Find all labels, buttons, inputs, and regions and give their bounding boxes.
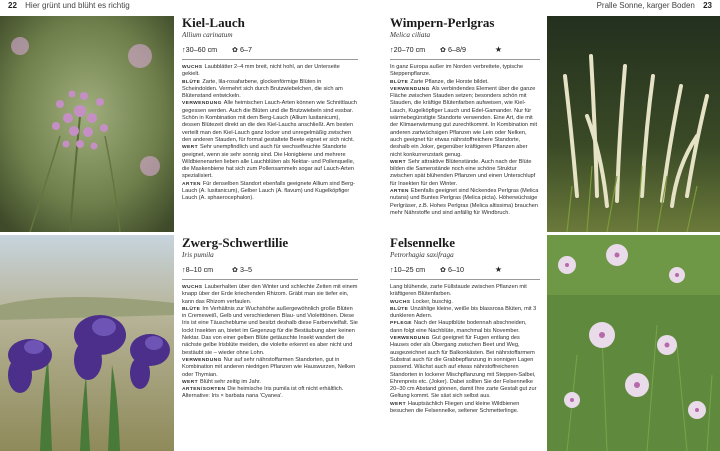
entry-body: In ganz Europa außer im Norden verbreitete, typische Steppenpflanze. BLÜTE Zarte Pflanze, die Horste bildet. VERWENDUNG Als verbindendes Element über die ganze Fläche zwischen Stauden setzen; besonders schön mit Stauden, die kräftige Blütenfarben aufweisen, wie Kiel-Lauch, Kugelköpfiger Lauch und Edel-Gamander. Nur für wärmebegünstigte Standorte verwenden. Eine Art, die mit der Klimaerwärmung gut zurechtkommt. In Kombination mit anderen zartwüchsigen Pflanzen wie Lein oder Nelken, auch geeignet für etwas nährstoffreichere Standorte, deshalb ein Joker, gegenüber kräftigeren Pflanzen aber nicht konkurrenzstark genug. WERT Sehr attraktive Blütenstände. Auch nach der Blüte bilden die Samenstände noch eine schöne Struktur zwischen spät blühenden Pflanzen und einen Unterschlupf für Insekten für den Winter. ARTEN Ebenfalls geeignet sind Nickendes Perlgras (Melica nutans) und Buntes Perlgras (Melica picta). Höherwüchsige Perlgräser, z.B. Hohes Perlgras (Melica altissima) brauchen mehr Nährstoffe und sind anfällig für Windbruch.: [390, 64, 539, 216]
spacing-value: 6–7: [240, 45, 253, 54]
sun-star-icon: ★: [494, 45, 502, 54]
entry-meta: [390, 264, 540, 276]
height-value: 30–60 cm: [185, 45, 218, 54]
spacing-star-icon: ✿: [232, 45, 239, 54]
entry-title: Kiel-Lauch: [182, 15, 245, 30]
page-header-left: [8, 0, 130, 14]
spacing-value: 6–8/9: [448, 45, 467, 54]
entry-body: WUCHS Laubblätter 2–4 mm breit, nicht hohl, an der Unterseite gekielt. BLÜTE Zarte, lila-rosafarbene, glockenförmige Blüten in Scheindolden. Vermehrt sich durch Brutzwiebelchen, die sich am Blütenstand entwickeln. VERWENDUNG Alle heimischen Lauch-Arten können wie Schnittlauch gegessen werden. Auch die Blüten und die Brutzwiebeln sind essbar. Schön in Kombination mit dem Berg-Lauch (Allium lusitanicum), dessen Blütezeit direkt an die des Kiel-Lauchs anschließt. Am besten verteilt man den Kiel-Lauch ganz locker und unregelmäßig zwischen den anderen Stauden, für formal gestaltete Beete eignet er sich nicht. WERT Sehr unempfindlich und auch für wechselfeuchte Standorte geeignet, wenn sie sehr sonnig sind. Die Honigbiene und mehrere Wildbienenarten lieben alle Lauchblüten als Nektar- und Pollenquelle, die Maskenbiene hat sich zum Pollensammeln sogar auf Lauch-Arten spezialisiert. ARTEN Für denselben Standort ebenfalls geeignete Allium sind Berg-Lauch (A. lusitanicum), Gelber Lauch (A. flavum) und Kugelköpfiger Lauch (A. sphaerocephalon).: [182, 64, 357, 202]
sun-star-icon: ★: [494, 265, 502, 274]
spacing-value: 6–10: [448, 265, 465, 274]
photo-kiel-lauch: [0, 16, 174, 232]
height-arrow-icon: ↑: [390, 265, 394, 274]
divider: [182, 279, 358, 280]
height-arrow-icon: ↑: [182, 265, 186, 274]
entry-title: Felsennelke: [390, 235, 455, 250]
photo-zwerg-schwertlilie: [0, 235, 174, 451]
entry-meta: [182, 264, 358, 276]
entry-latin-name: Petrorhagia saxifraga: [390, 251, 454, 259]
photo-felsennelke: [547, 235, 720, 451]
entry-latin-name: Melica ciliata: [390, 31, 431, 39]
entry-latin-name: Allium carinatum: [182, 31, 233, 39]
spacing-star-icon: ✿: [440, 265, 447, 274]
divider: [390, 59, 540, 60]
divider: [182, 59, 358, 60]
running-title-left: Hier grünt und blüht es richtig: [25, 1, 130, 10]
spacing-star-icon: ✿: [232, 265, 239, 274]
page-number-right: 23: [703, 1, 712, 10]
entry-zwerg-schwertlilie: [182, 236, 358, 401]
page-header-right: [597, 0, 712, 14]
height-arrow-icon: ↑: [182, 45, 186, 54]
entry-title: Zwerg-Schwertlilie: [182, 235, 289, 250]
entry-body: WUCHS Lauberhalten über den Winter und schlechte Zeiten mit einem knapp über der Erde kriechenden Rhizom. Gräbt man sie tiefer ein, kann das Rhizom verfaulen. BLÜTE Im Verhältnis zur Wuchshöhe außergewöhnlich große Blüten in Cremeweiß, Gelb und verschiedenen Blau- und Violetttönen. Diese Iris ist eine Täuscheblume und besitzt deshalb diese Farbenvielfalt. Sie lockt Insekten an, bietet im Gegenzug für die Bestäubung aber keinen Nektar. Das von einer gelben Blüte getäuschte Insekt wandert die nächste gelbe Irisblüte meiden, die violette erkennt es aber nicht und bestäubt sie – wieder ohne Lohn. VERWENDUNG Nur auf sehr nährstoffarmen Standorten, gut in Kombination mit anderen niedrigen Pflanzen wie Hauswurzen, Nelken oder Thymian. WERT Blüht sehr zeitig im Jahr. ARTEN/SORTEN Die heimische Iris pumila ist oft nicht erhältlich. Alternative: Iris × barbata nana 'Cyanea'.: [182, 284, 358, 400]
entry-wimpern-perlgras: [390, 16, 540, 217]
height-value: 8–10 cm: [185, 265, 214, 274]
divider: [390, 279, 540, 280]
height-value: 10–25 cm: [393, 265, 426, 274]
entry-felsennelke: [390, 236, 540, 415]
page-number-left: 22: [8, 1, 17, 10]
height-value: 20–70 cm: [393, 45, 426, 54]
running-title-right: Pralle Sonne, karger Boden: [596, 1, 695, 10]
spacing-value: 3–5: [240, 265, 253, 274]
entry-title: Wimpern-Perlgras: [390, 15, 495, 30]
entry-body: Lang blühende, zarte Füllstaude zwischen Pflanzen mit kräftigeren Blütenfarben. WUCHS Locker, buschig. BLÜTE Unzählige kleine, weiße bis blassrosa Blüten, mit 3 dunkleren Adern. PFLEGE Nach der Hauptblüte bodennah abschneiden, dann folgt eine Nachblüte, manchmal bis November. VERWENDUNG Gut geeignet für Fugen entlang des Hauses oder als Übergang zwischen Beet und Weg, ausgezeichnet auch für Balkonkästen. Bei nährstoffarmem Substrat auch für die Grabbepflanzung in sonnigen Lagen passend. Wächst auch auf etwas nährstoffreicheren Standorten in lockerer Mischpflanzung mit Steppen-Salbei, Ehrenpreis etc. (Joker). Dabei sollten Sie der Felsennelke 20–30 cm Abstand gönnen, damit Ihre zarte Gestalt gut zur Geltung kommt. Sie säst sich selbst aus. WERT Hauptsächlich Fliegen und kleine Wildbienen besuchen die Felsennelke, seltener Schmetterlinge.: [390, 284, 537, 415]
entry-meta: [182, 44, 358, 56]
entry-kiel-lauch: [182, 16, 358, 203]
photo-wimpern-perlgras: [547, 16, 720, 232]
spacing-star-icon: ✿: [440, 45, 447, 54]
height-arrow-icon: ↑: [390, 45, 394, 54]
entry-latin-name: Iris pumila: [182, 251, 214, 259]
entry-meta: [390, 44, 540, 56]
